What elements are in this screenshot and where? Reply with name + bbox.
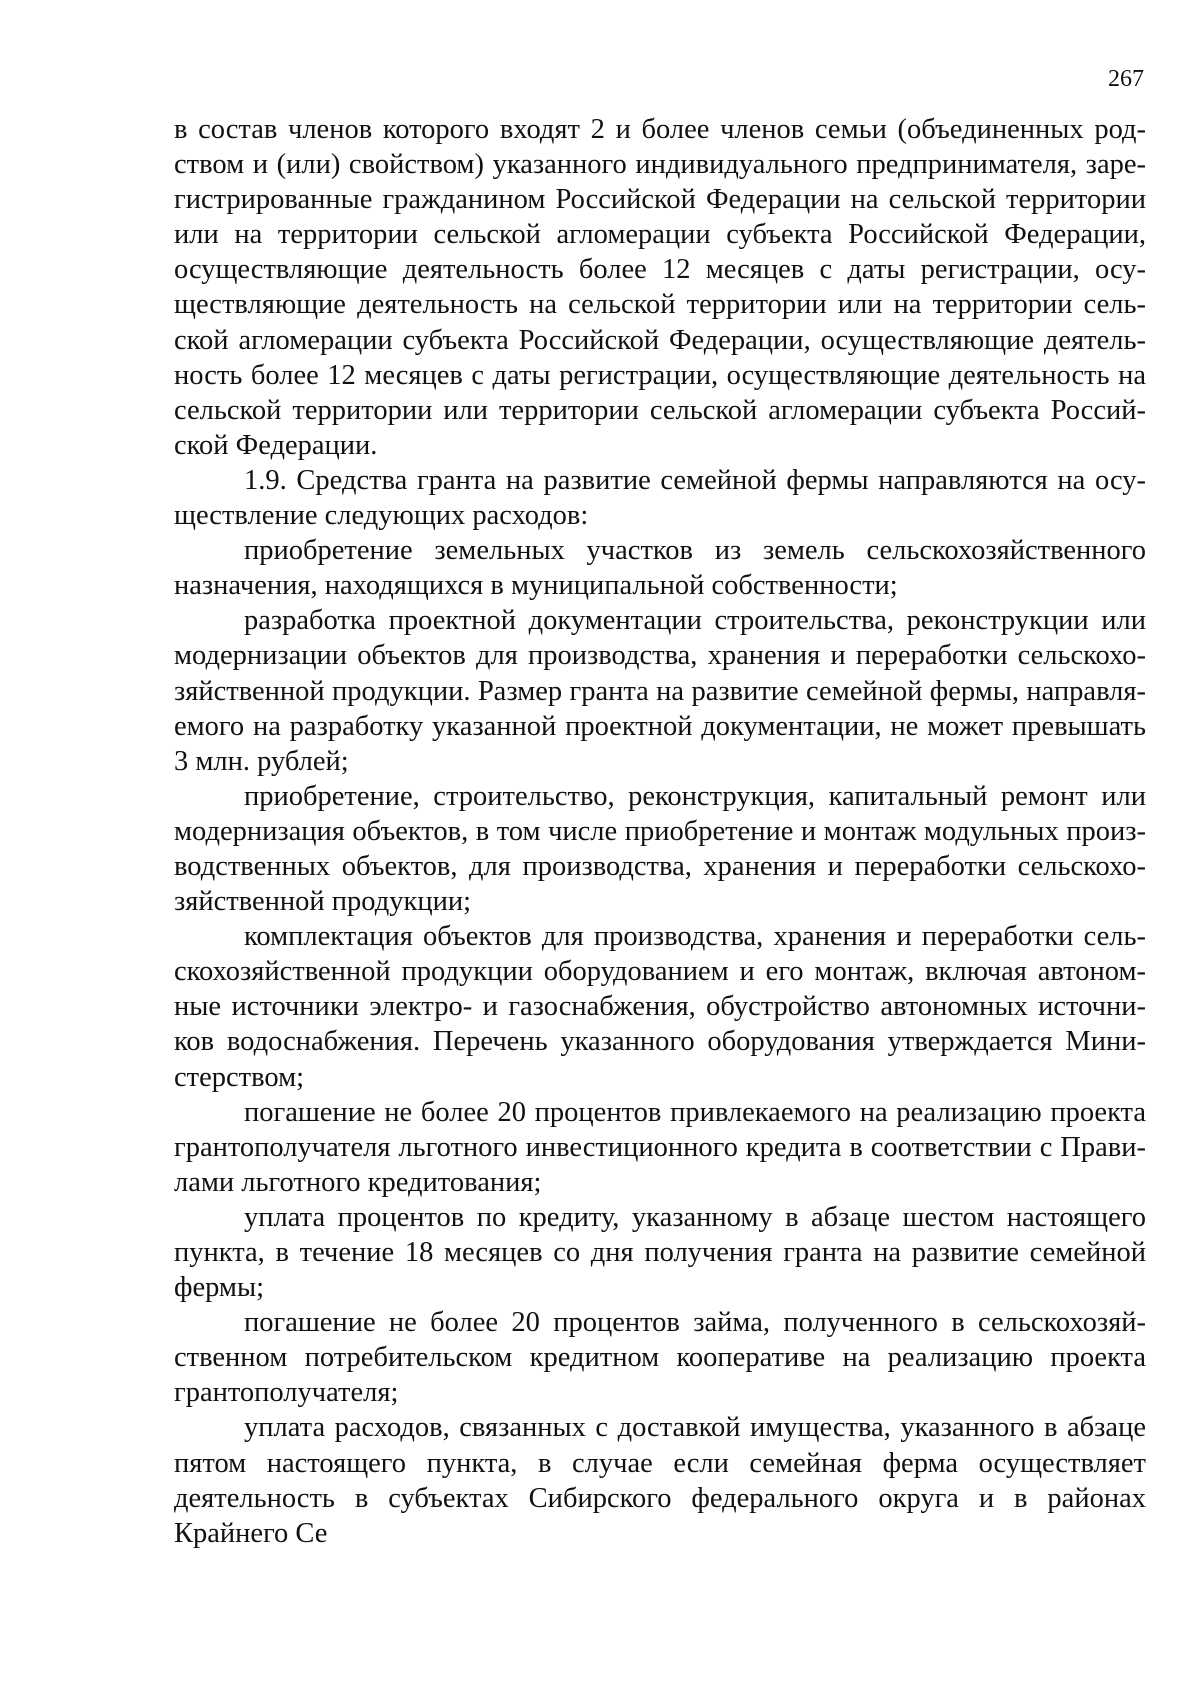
paragraph-land-purchase: приобретение земельных участков из земель сельскохозяйственного назначения, находящихся в муниципальной собственности; xyxy=(174,535,1146,602)
paragraph-construction: приобретение, строительство, реконструкция, капитальный ремонт или модернизация объектов, в том числе приобретение и монтаж модульных производственных объектов, для производства, хранения и переработки сельскохозяйственной продукции; xyxy=(174,780,1146,918)
paragraph-cooperative-loan: погашение не более 20 процентов займа, полученного в сельскохозяйственном потребительском кредитном кооперативе на реализацию проекта грантополучателя; xyxy=(174,1307,1146,1409)
document-body xyxy=(174,112,1146,1551)
paragraph-continuation: в состав членов которого входят 2 и более членов семьи (объединенных родством и (или) свойством) указанного индивидуального предпринимателя, зарегистрированные гражданином Российской Федерации на сельской территории или на территории сельской агломерации субъекта Российской Федерации, осуществляющие деятельность более 12 месяцев с даты регистрации, осуществляющие деятельность на сельской территории или на территории сельской агломерации субъекта Российской Федерации, осуществляющие деятельность более 12 месяцев с даты регистрации, осуществляющие деятельность на сельской территории или территории сельской агломерации субъекта Российской Федерации. xyxy=(174,114,1146,461)
paragraph-section-1-9: 1.9. Средства гранта на развитие семейной фермы направляются на осуществление следующих расходов: xyxy=(174,464,1146,532)
paragraph-design-documentation: разработка проектной документации строительства, реконструкции или модернизации объектов для производства, хранения и переработки сельскохозяйственной продукции. Размер гранта на развитие семейной фермы, направляемого на разработку указанной проектной документации, не может превышать 3 млн. рублей; xyxy=(174,605,1146,777)
paragraph-interest-payment: уплата процентов по кредиту, указанному в абзаце шестом настоящего пункта, в течение 18 месяцев со дня получения гранта на развитие семейной фермы; xyxy=(174,1201,1146,1304)
paragraph-equipment: комплектация объектов для производства, хранения и переработки сельскохозяйственной продукции оборудованием и его монтаж, включая автономные источники электро- и газоснабжения, обустройство автономных источников водоснабжения. Перечень указанного оборудования утверждается Министерством; xyxy=(174,921,1146,1093)
page-number: 267 xyxy=(1108,66,1144,92)
paragraph-delivery-costs: уплата расходов, связанных с доставкой имущества, указанного в абзаце пятом настоящего пункта, в случае если семейная ферма осуществляет деятельность в субъектах Сибирского федерального округа и в районах Крайнего Се xyxy=(174,1412,1146,1549)
paragraph-loan-repayment: погашение не более 20 процентов привлекаемого на реализацию проекта грантополучателя льготного инвестиционного кредита в соответствии с Правилами льготного кредитования; xyxy=(174,1096,1146,1198)
